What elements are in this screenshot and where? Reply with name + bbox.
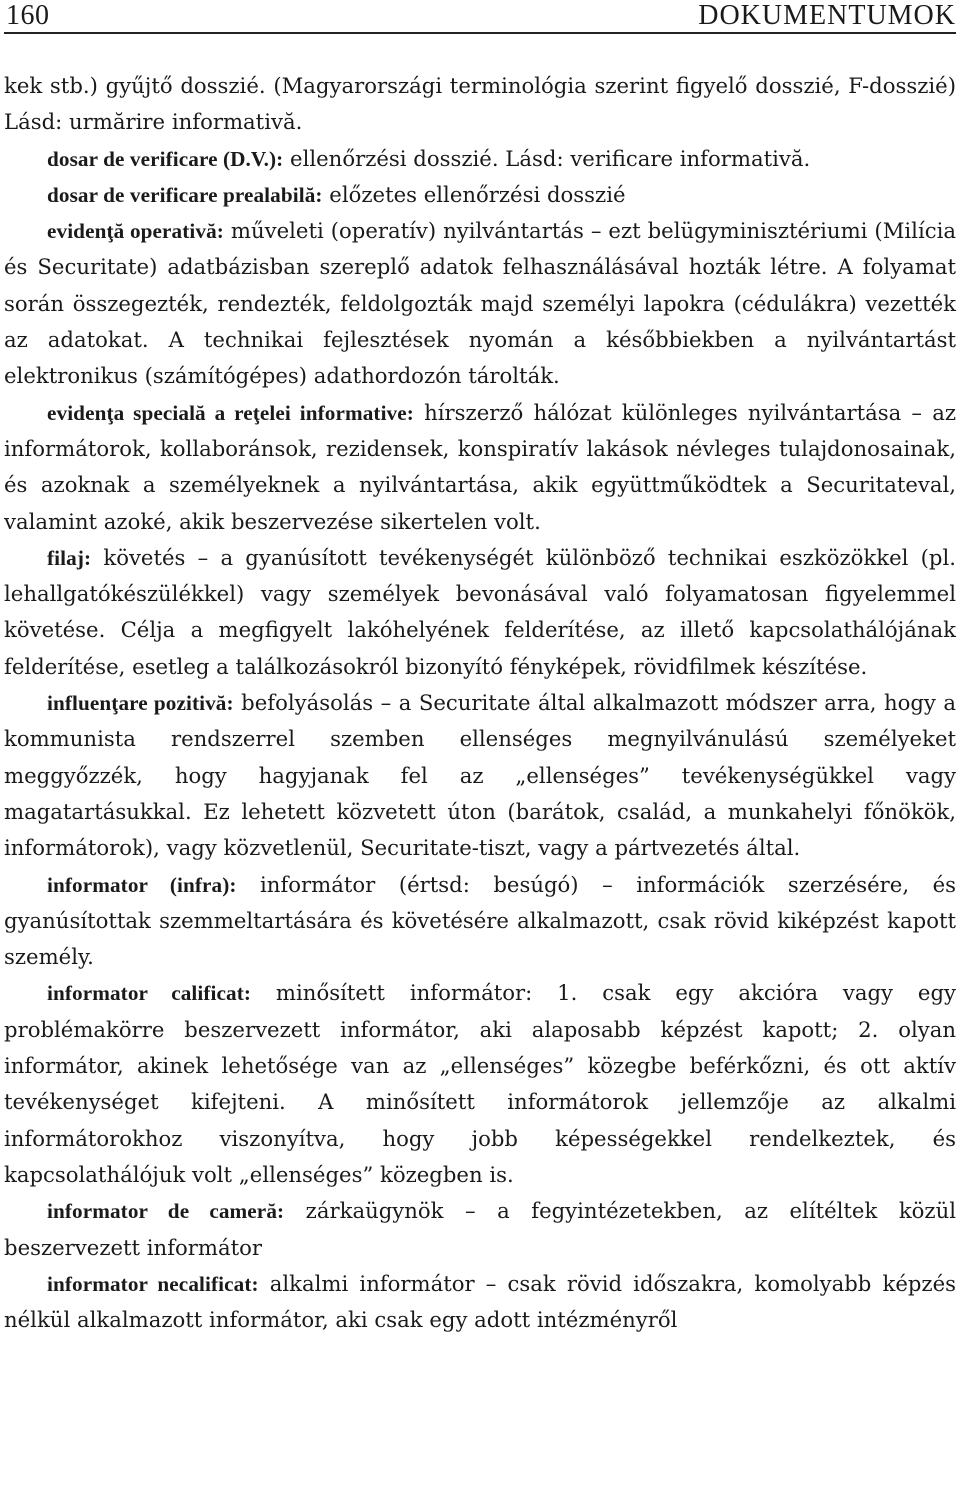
glossary-entry bbox=[4, 213, 956, 394]
running-title: DOKUMENTUMOK bbox=[698, 0, 956, 31]
glossary-entry bbox=[4, 867, 956, 976]
entry-definition: előzetes ellenőrzési dosszié bbox=[322, 181, 626, 207]
glossary-entry bbox=[4, 68, 956, 141]
glossary-entry bbox=[4, 395, 956, 540]
glossary-entry bbox=[4, 975, 956, 1193]
entry-definition: befolyásolás – a Securitate által alkalmazott módszer arra, hogy a kommunista rendszerrel szemben ellenséges megnyilvánulású személyeket meggyőzzék, hogy hagyjanak fel az „ellenséges” tevékenységükkel vagy magatartásukkal. Ez lehetett közvetett úton (barátok, család, a munkahelyi főnökök, informátorok), vagy közvetlenül, Securitate-tiszt, vagy a pártvezetés által. bbox=[4, 690, 956, 861]
page-number: 160 bbox=[6, 0, 50, 31]
entry-definition: alkalmi informátor – csak rövid időszakra, komolyabb képzés nélkül alkalmazott informátor, aki csak egy adott intézményről bbox=[4, 1270, 956, 1333]
entry-term: informator (infra): bbox=[47, 872, 237, 897]
glossary-entry bbox=[4, 685, 956, 866]
glossary-body bbox=[4, 68, 956, 1338]
glossary-entry bbox=[4, 1193, 956, 1266]
entry-term: informator de cameră: bbox=[47, 1199, 285, 1224]
entry-term: influenţare pozitivă: bbox=[47, 691, 234, 716]
glossary-entry bbox=[4, 1266, 956, 1339]
entry-definition: hírszerző hálózat különleges nyilvántartása – az informátorok, kollaboránsok, rezidensek, konspiratív lakások névleges tulajdonosainak, és azoknak a személyeknek a nyilvántartása, akik együttműködtek a Securitateval, valamint azoké, akik beszervezése sikertelen volt. bbox=[4, 399, 957, 534]
entry-definition: műveleti (operatív) nyilvántartás – ezt belügyminisztériumi (Milícia és Securitate) adatbázisban szereplő adatok felhasználásával hozták létre. A folyamat során összegezték, rendezték, feldolgozták majd személyi lapokra (cédulákra) vezették az adatokat. A technikai fejlesztések nyomán a későbbiekben a nyilvántartást elektronikus (számítógépes) adathordozón tárolták. bbox=[4, 218, 956, 389]
entry-definition: ellenőrzési dosszié. Lásd: verificare informativă. bbox=[283, 145, 811, 171]
entry-term: dosar de verificare prealabilă: bbox=[47, 182, 323, 207]
entry-definition: zárkaügynök – a fegyintézetekben, az elítéltek közül beszervezett informátor bbox=[4, 1198, 956, 1260]
entry-definition: kek stb.) gyűjtő dosszié. (Magyarországi terminológia szerint figyelő dosszié, F-dosszié) Lásd: urmărire informativă. bbox=[4, 73, 956, 135]
glossary-entry bbox=[4, 540, 956, 685]
entry-term: informator necalificat: bbox=[47, 1271, 259, 1296]
glossary-entry bbox=[4, 177, 956, 213]
entry-term: evidenţa specială a reţelei informative: bbox=[47, 400, 414, 425]
entry-definition: minősített informátor: 1. csak egy akcióra vagy egy problémakörre beszervezett informátor, aki alaposabb képzést kapott; 2. olyan informátor, akinek lehetősége van az „ellenséges” közegbe beférkőzni, és ott aktív tevékenységet kifejteni. A minősített informátorok jellemzője az alkalmi informátorokhoz viszonyítva, hogy jobb képességekkel rendelkeztek, és kapcsolathálójuk volt „ellenséges” közegben is. bbox=[4, 980, 956, 1187]
entry-term: dosar de verificare (D.V.): bbox=[47, 146, 284, 171]
entry-definition: informátor (értsd: besúgó) – információk szerzésére, és gyanúsítottak szemmeltartására és követésére alkalmazott, csak rövid kiképzést kapott személy. bbox=[4, 871, 956, 970]
page-header bbox=[4, 0, 956, 34]
entry-term: evidenţă operativă: bbox=[47, 219, 224, 244]
entry-term: informator calificat: bbox=[47, 981, 252, 1006]
glossary-entry bbox=[4, 141, 956, 177]
entry-definition: követés – a gyanúsított tevékenységét különböző technikai eszközökkel (pl. lehallgatókészülékkel) vagy személyek bevonásával való folyamatosan figyelemmel követése. Célja a megfigyelt lakóhelyének felderítése, az illető kapcsolathálójának felderítése, esetleg a találkozásokról bizonyító fényképek, rövidfilmek készítése. bbox=[4, 544, 956, 679]
entry-term: filaj: bbox=[47, 545, 92, 570]
